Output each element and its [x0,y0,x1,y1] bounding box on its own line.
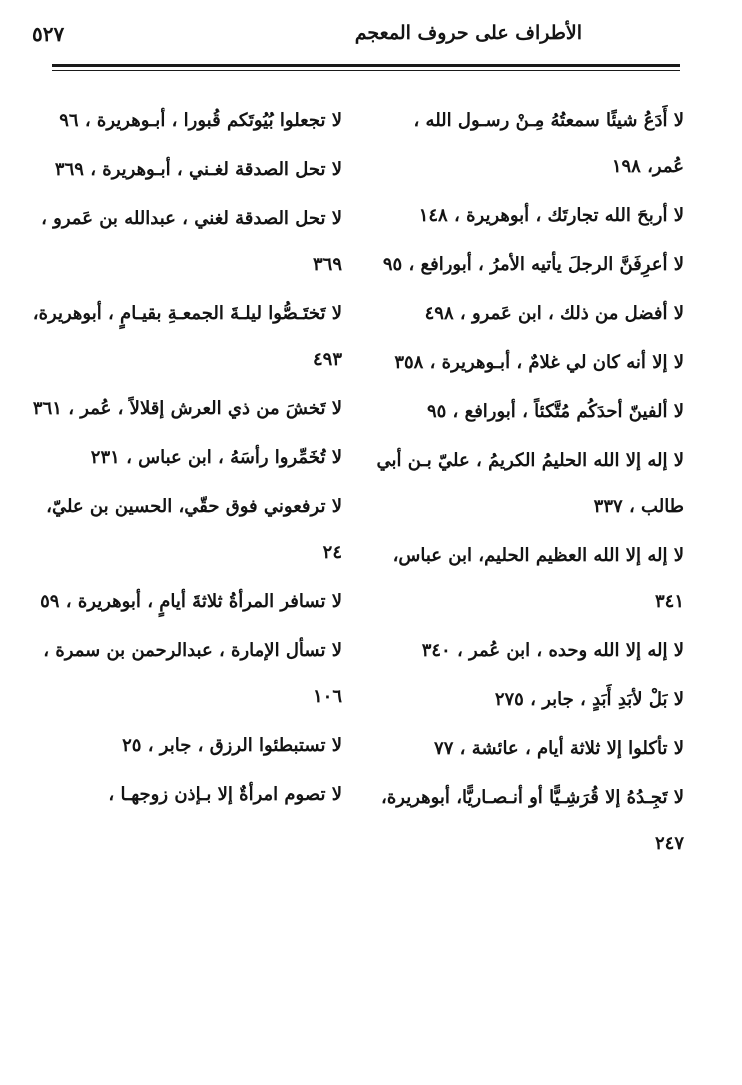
index-entry: لا أربحَ الله تجارتَك ، أبوهريرة ، ١٤٨ [418,205,684,226]
header-rule-thin [52,70,680,71]
page-number: ٥٢٧ [32,22,65,46]
index-entry: لا بَلْ لأبَدِ أَبَدٍ ، جابر ، ٢٧٥ [494,689,684,710]
index-entry: لا إله إلا الله الحليمُ الكريمُ ، عليّ بـن أبي طالب ، ٣٣٧ [376,450,684,517]
index-entry: لا تأكلوا إلا ثلاثة أيام ، عائشة ، ٧٧ [434,738,684,759]
index-entry: لا تحل الصدقة لغـني ، أبـوهريرة ، ٣٦٩ [54,159,342,180]
index-entry: لا تستبطئوا الرزق ، جابر ، ٢٥ [122,735,342,756]
index-entry: لا تصوم امرأةٌ إلا بـإذن زوجهـا ، [108,784,342,805]
index-entry: لا إله إلا الله وحده ، ابن عُمر ، ٣٤٠ [421,640,684,661]
running-head: الأطراف على حروف المعجم [354,22,582,44]
index-entry: لا تجعلوا بُيُوتَكم قُبورا ، أبـوهريرة ، ٩٦ [59,110,342,131]
index-entry: لا أعرِفَنَّ الرجلَ يأتيه الأمرُ ، أبورافع ، ٩٥ [382,254,684,275]
index-column-left [30,98,342,821]
index-entry: لا إلا أنه كان لي غلامٌ ، أبـوهريرة ، ٣٥٨ [394,352,684,373]
index-entry: لا تسافر المرأةُ ثلاثةَ أيامٍ ، أبوهريرة ، ٥٩ [40,591,342,612]
index-entry: لا تَخشَ من ذي العرش إقلالاً ، عُمر ، ٣٦١ [32,398,342,419]
header-rule-thick [52,64,680,67]
index-entry: لا تَختَـصُّوا ليلـةَ الجمعـةِ بقيـامٍ ، أبوهريرة، ٤٩٣ [32,303,342,370]
index-column-right [372,98,684,870]
index-entry: لا ألفينّ أحدَكُم مُتَّكئاً ، أبورافع ، ٩٥ [426,401,684,422]
index-entry: لا ترفعوني فوق حقّي، الحسين بن عليّ، ٢٤ [46,496,342,563]
index-entry: لا تحل الصدقة لغني ، عبدالله بن عَمرو ، ٣٦٩ [41,208,342,275]
index-entry: لا تُخَمِّروا رأسَهُ ، ابن عباس ، ٢٣١ [90,447,342,468]
index-entry: لا إله إلا الله العظيم الحليم، ابن عباس، ٣٤١ [392,545,684,612]
index-entry: لا أفضل من ذلك ، ابن عَمرو ، ٤٩٨ [424,303,684,324]
index-entry: لا أَدَعُ شيئًا سمعتُهُ مِـنْ رسـول الله ، عُمر، ١٩٨ [413,110,684,177]
index-entry: لا تَجِـدُهُ إلا قُرَشِـيًّا أو أنـصـاريًّا، أبوهريرة، ٢٤٧ [381,787,684,854]
index-entry: لا تسأل الإمارة ، عبدالرحمن بن سمرة ، ١٠٦ [43,640,342,707]
